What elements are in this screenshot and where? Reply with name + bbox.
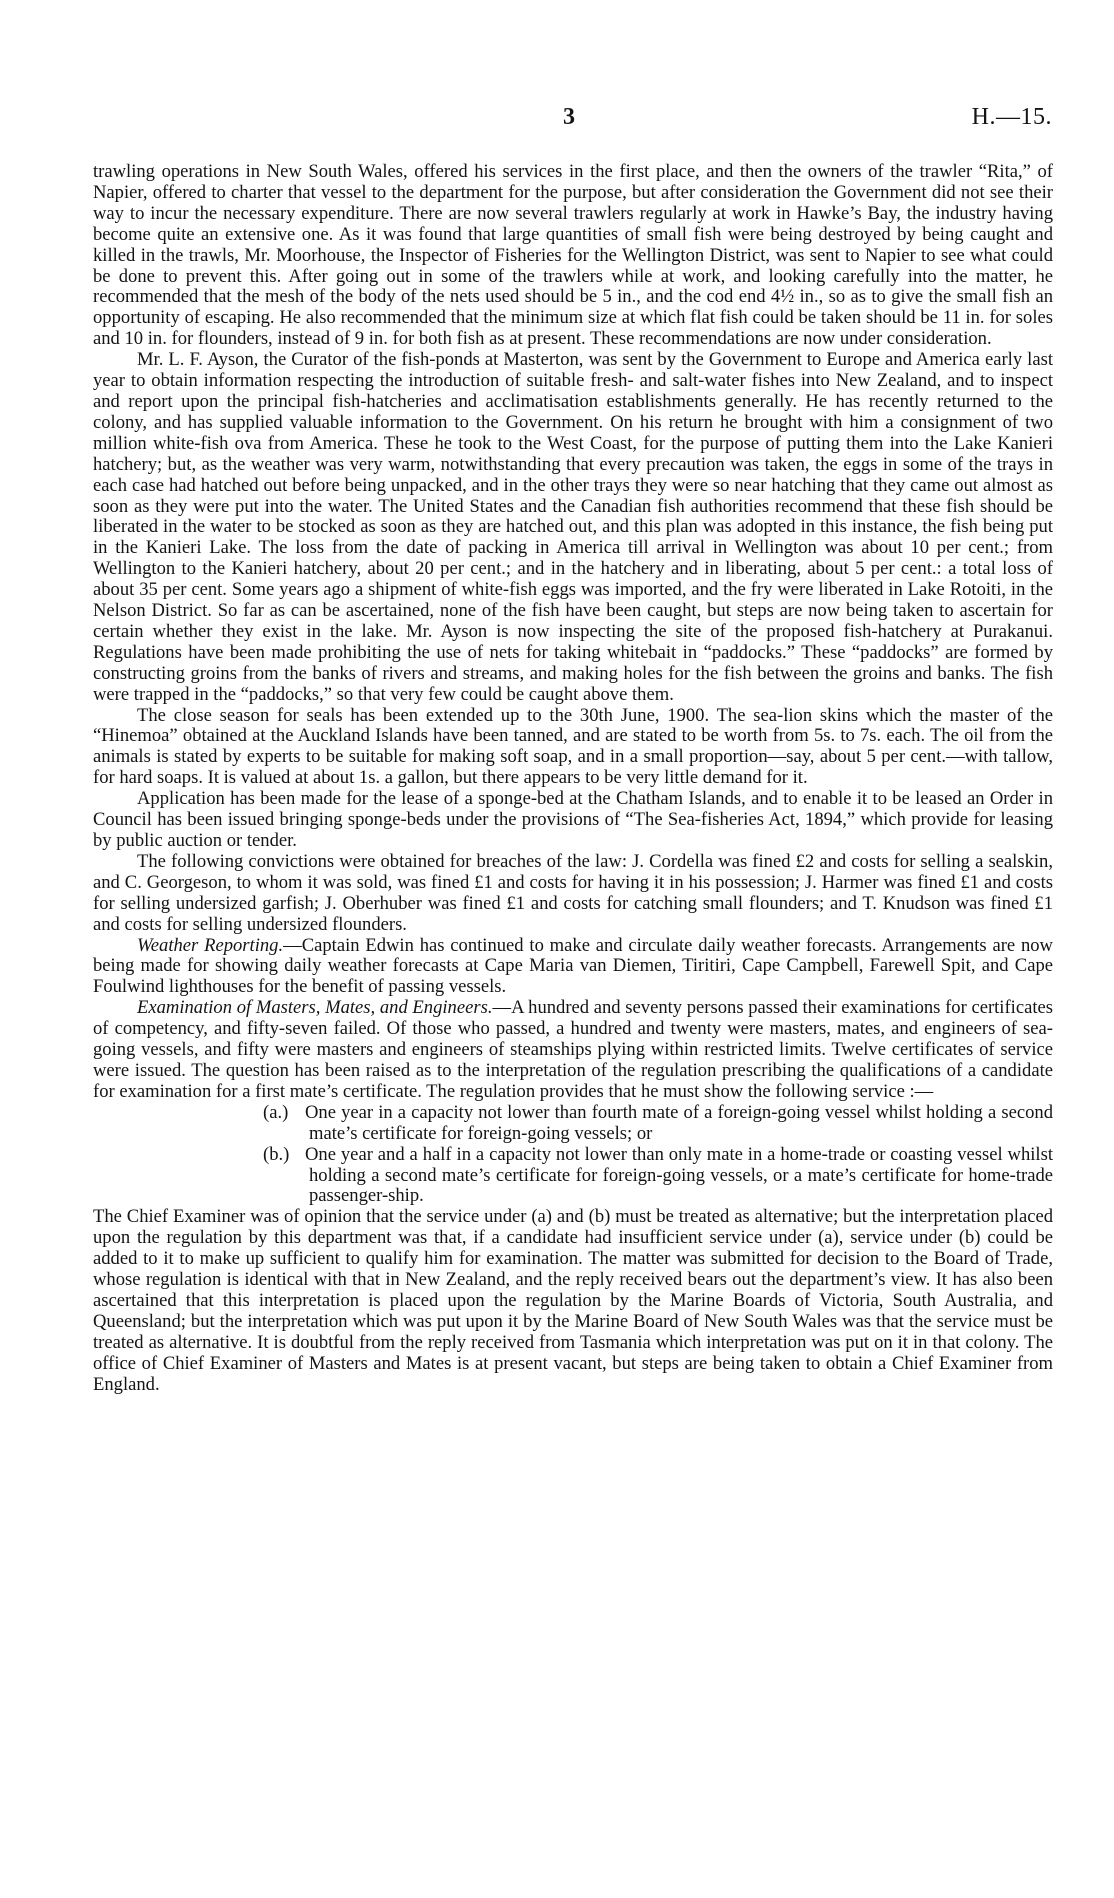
service-list <box>93 1103 1053 1208</box>
list-marker: (a.) <box>263 1101 289 1123</box>
body-text <box>93 162 1053 1395</box>
paragraph-chief-examiner: The Chief Examiner was of opinion that the service under (a) and (b) must be treated as alternative; but the interpretation placed upon the regulation by this department was that, if a candidate had insufficient service under (a), service under (b) could be added to it to make up sufficient to qualify him for examination. The matter was submitted for decision to the Board of Trade, whose regulation is identical with that in New Zealand, and the reply received bears out the department’s view. It has also been ascertained that this interpretation is placed upon the regulation by the Marine Boards of Victoria, South Australia, and Queensland; but the interpretation which was put upon it by the Marine Board of New South Wales was that the service must be treated as alternative. It is doubtful from the reply received from Tasmania which interpretation was put on it in that colony. The office of Chief Examiner of Masters and Mates is at present vacant, but steps are being taken to obtain a Chief Examiner from England. <box>93 1206 1053 1395</box>
list-item-text: One year in a capacity not lower than fourth mate of a foreign-going vessel whilst holding a second mate’s certificate for foreign-going vessels; or <box>305 1101 1053 1144</box>
paragraph-seals: The close season for seals has been extended up to the 30th June, 1900. The sea-lion skins which the master of the “Hinemoa” obtained at the Auckland Islands have been tanned, and are stated to be worth from 5s. to 7s. each. The oil from the animals is stated by experts to be suitable for making soft soap, and in a small proportion—say, about 5 per cent.—with tallow, for hard soaps. It is valued at about 1s. a gallon, but there appears to be very little demand for it. <box>93 704 1053 789</box>
list-item <box>263 1103 1053 1145</box>
section-lead-weather: Weather Reporting. <box>137 934 284 956</box>
paragraph-examination <box>93 998 1053 1103</box>
section-text-weather: —Captain Edwin has continued to make and circulate daily weather forecasts. Arrangements are now being made for showing daily weather forecasts at Cape Maria van Diemen, Tiritiri, Cape Campbell, Farewell Spit, and Cape Foulwind lighthouses for the benefit of passing vessels. <box>93 934 1053 998</box>
list-item-text: One year and a half in a capacity not lower than only mate in a home-trade or coasting vessel whilst holding a second mate’s certificate for foreign-going vessels, or a mate’s certificate for home-trade passenger-ship. <box>305 1143 1053 1207</box>
paragraph-weather-reporting <box>93 936 1053 999</box>
page-reference: H.—15. <box>971 104 1052 130</box>
paragraph-convictions: The following convictions were obtained for breaches of the law: J. Cordella was fined £2 and costs for selling a sealskin, and C. Georgeson, to whom it was sold, was fined £1 and costs for having it in his possession; J. Harmer was fined £1 and costs for selling undersized garfish; J. Oberhuber was fined £1 and costs for catching small flounders; and T. Knudson was fined £1 and costs for selling undersized flounders. <box>93 850 1053 935</box>
paragraph-trawling: trawling operations in New South Wales, offered his services in the first place, and then the owners of the trawler “Rita,” of Napier, offered to charter that vessel to the department for the purpose, but after consideration the Government did not see their way to incur the necessary expenditure. There are now several trawlers regularly at work in Hawke’s Bay, the industry having become quite an extensive one. As it was found that large quantities of small fish were being destroyed by being caught and killed in the trawls, Mr. Moorhouse, the Inspector of Fisheries for the Wellington District, was sent to Napier to see what could be done to prevent this. After going out in some of the trawlers while at work, and looking carefully into the matter, he recommended that the mesh of the body of the nets used should be 5 in., and the cod end 4½ in., so as to give the small fish an opportunity of escaping. He also recommended that the minimum size at which flat fish could be taken should be 11 in. for soles and 10 in. for flounders, instead of 9 in. for both fish as at present. These recommendations are now under consideration. <box>93 161 1053 350</box>
list-marker: (b.) <box>263 1143 290 1165</box>
paragraph-ayson: Mr. L. F. Ayson, the Curator of the fish-ponds at Masterton, was sent by the Government to Europe and America early last year to obtain information respecting the introduction of suitable fresh- and salt-water fishes into New Zealand, and to inspect and report upon the principal fish-hatcheries and acclimatisation establishments generally. He has recently returned to the colony, and has supplied valuable information to the Government. On his return he brought with him a consignment of two million white-fish ova from America. These he took to the West Coast, for the purpose of putting them into the Lake Kanieri hatchery; but, as the weather was very warm, notwithstanding that every precaution was taken, the eggs in some of the trays in each case had hatched out before being unpacked, and in the other trays they were so near hatching that they came out almost as soon as they were put into the water. The United States and the Canadian fish authorities recommend that these fish should be liberated in the water to be stocked as soon as they are hatched out, and this plan was adopted in this instance, the fish being put in the Kanieri Lake. The loss from the date of packing in America till arrival in Wellington was about 10 per cent.; from Wellington to the Kanieri hatchery, about 20 per cent.; and in the hatchery and in liberating, about 5 per cent.: a total loss of about 35 per cent. Some years ago a shipment of white-fish eggs was imported, and the fry were liberated in Lake Rotoiti, in the Nelson District. So far as can be ascertained, none of the fish have been caught, but steps are now being taken to ascertain for certain whether they exist in the lake. Mr. Ayson is now inspecting the site of the proposed fish-hatchery at Purakanui. Regulations have been made prohibiting the use of nets for taking whitebait in “paddocks.” These “paddocks” are formed by constructing groins from the banks of rivers and streams, and making holes for the fish between the groins and banks. The fish were trapped in the “paddocks,” so that very few could be caught above them. <box>93 349 1053 705</box>
paragraph-sponge-bed: Application has been made for the lease of a sponge-bed at the Chatham Islands, and to enable it to be leased an Order in Council has been issued bringing sponge-beds under the provisions of “The Sea-fisheries Act, 1894,” which provide for leasing by public auction or tender. <box>93 788 1053 851</box>
list-item <box>263 1145 1053 1208</box>
section-lead-examination: Examination of Masters, Mates, and Engineers. <box>137 997 493 1019</box>
page-number: 3 <box>563 104 575 130</box>
section-text-examination: —A hundred and seventy persons passed their examinations for certificates of competency, and fifty-seven failed. Of those who passed, a hundred and twenty were masters, mates, and engineers of sea-going vessels, and fifty were masters and engineers of steamships plying within restricted limits. Twelve certificates of service were issued. The question has been raised as to the interpretation of the regulation prescribing the qualifications of a candidate for examination for a first mate’s certificate. The regulation provides that he must show the following service :— <box>93 997 1053 1102</box>
